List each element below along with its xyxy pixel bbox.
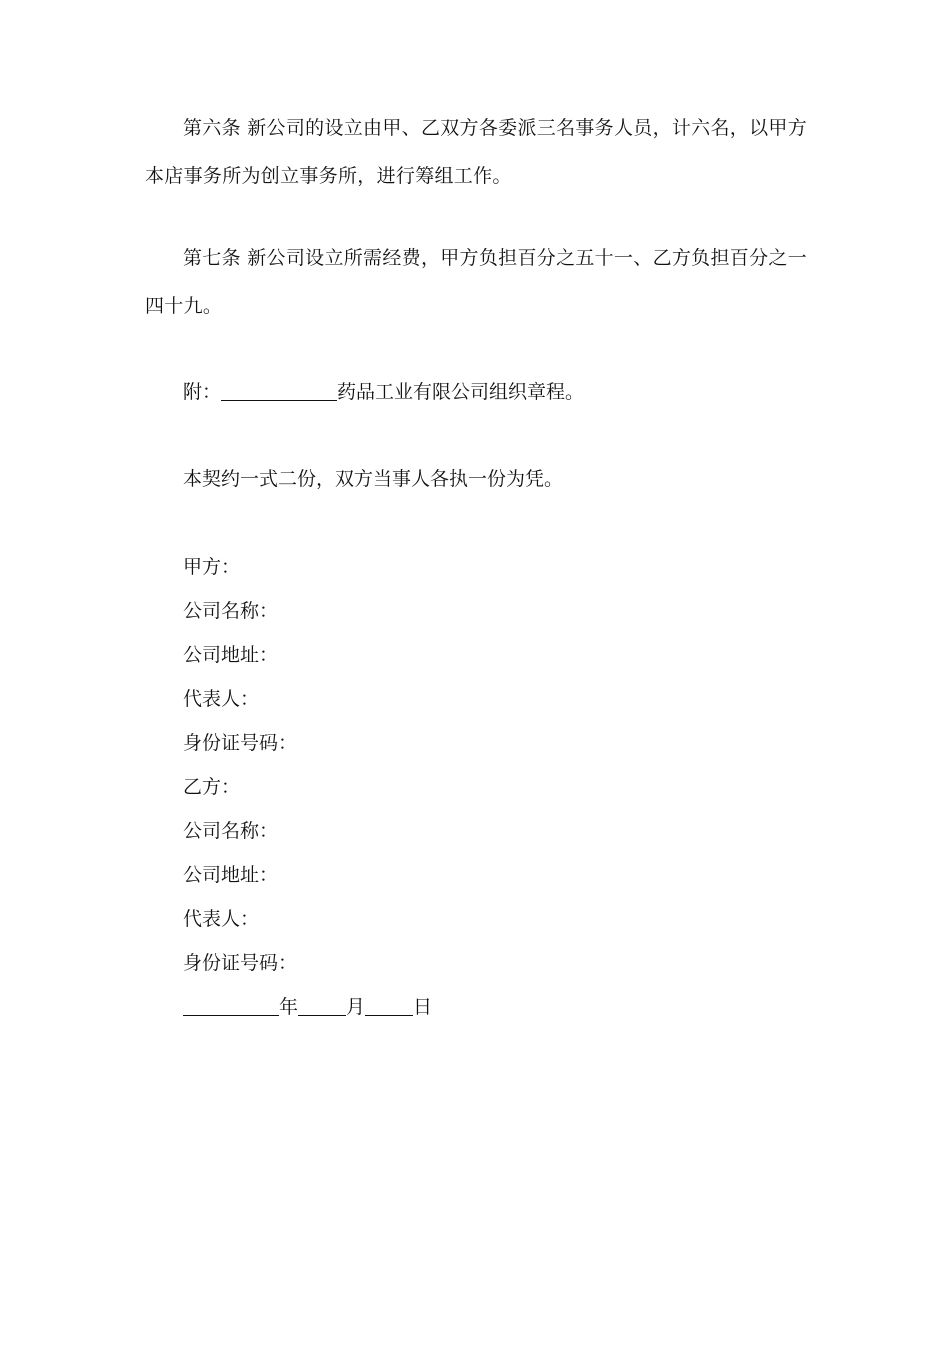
party-b-id-number: 身份证号码： (183, 952, 298, 974)
party-a-company-address: 公司地址： (183, 644, 279, 666)
party-a-id-number: 身份证号码： (183, 732, 298, 754)
party-b-representative: 代表人： (183, 908, 260, 930)
copies-statement: 本契约一式二份，双方当事人各执一份为凭。 (183, 468, 564, 490)
day-label: 日 (413, 996, 433, 1018)
article-7: 第七条 新公司设立所需经费，甲方负担百分之五十一、乙方负担百分之一四十九。 (145, 247, 807, 317)
party-b-label: 乙方： (183, 776, 241, 798)
attachment-blank (221, 380, 337, 401)
party-b-company-address: 公司地址： (183, 864, 279, 886)
month-blank (298, 995, 346, 1016)
year-blank (183, 995, 279, 1016)
date-line (183, 994, 432, 1020)
party-a-representative: 代表人： (183, 688, 260, 710)
article-6: 第六条 新公司的设立由甲、乙双方各委派三名事务人员，计六名，以甲方本店事务所为创立事务所，进行筹组工作。 (145, 117, 807, 187)
attachment-prefix: 附： (183, 381, 222, 403)
month-label: 月 (346, 996, 366, 1018)
attachment-line (183, 379, 584, 405)
party-a-company-name: 公司名称： (183, 600, 279, 622)
attachment-suffix: 药品工业有限公司组织章程。 (337, 381, 585, 403)
day-blank (365, 995, 413, 1016)
party-b-company-name: 公司名称： (183, 820, 279, 842)
party-a-label: 甲方： (183, 556, 241, 578)
year-label: 年 (279, 996, 299, 1018)
